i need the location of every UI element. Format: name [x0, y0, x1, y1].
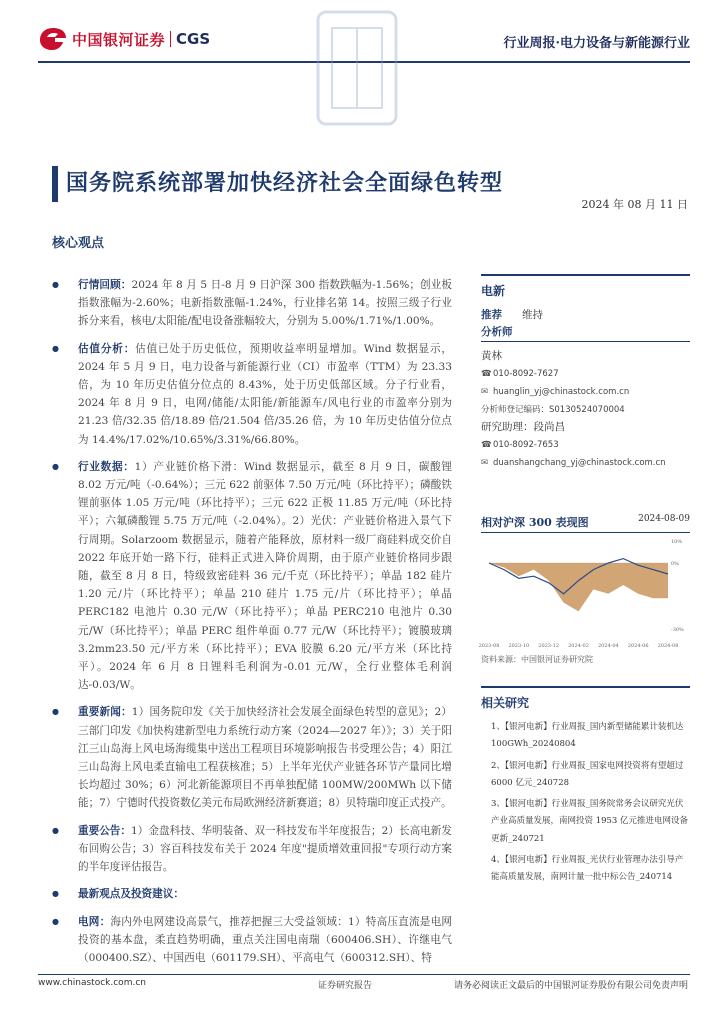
- chart-x-tick: 2024-08: [657, 643, 679, 649]
- bullet-news: ● 重要新闻：1）国务院印发《关于加快经济社会发展全面绿色转型的意见》；2）三部门印发《加快构建新型电力系统行动方案（2024—2027 年）》；3）关于阳江三山岛海上风电场海缆集中送出工程项目环境影响报告书受理公告；4）阳江三山岛海上风电柔直输电工程获核准；5）上半年光伏产业链各环节产量同比增长均超过 30%；6）河北新能源项目不再单独配储 100MW/200MWh 以下储能；7）宁德时代投资数亿美元布局欧洲经济新赛道；8）贝特瑞印度正式投产。: [52, 703, 452, 812]
- cgs-watermark-icon: [312, 8, 402, 128]
- analyst-cert: 分析师登记编码：S0130524070004: [481, 405, 625, 415]
- footer-url[interactable]: www.chinastock.com.cn: [38, 978, 146, 988]
- core-view-heading: 核心观点: [52, 236, 105, 251]
- rating-heading: 电新: [481, 274, 690, 299]
- sidebar: [481, 274, 690, 472]
- brand-en: CGS: [176, 30, 211, 48]
- bullet-latest-view: ● 最新观点及投资建议：: [52, 885, 452, 903]
- related-heading: 相关研究: [481, 686, 690, 711]
- chart-x-tick: 2023-08: [478, 643, 500, 649]
- bullet-valuation: ● 估值分析：估值已处于历史低位，预期收益率明显增加。Wind 数据显示，2024 年 5 月 9 日，电力设备与新能源行业（CI）市盈率（TTM）为 23.33 倍，为 10 年历史估值分位点的 8.43%，处于历史低部区域。分子行业看，2024 年 8 月 9 日，电网/储能/太阳能/新能源车/风电行业的市盈率分别为 21.23 倍/32.35 倍/18.89 倍/21.504 倍/35.26 倍，为 10 年历史估值分位点为 14.4%/17.02%/10.65%/3.31%/66.80%。: [52, 340, 452, 449]
- bullet-market-review: ● 行情回顾：2024 年 8 月 5 日-8 月 9 日沪深 300 指数跌幅为-1.56%；创业板指数涨幅为-2.60%；电新指数涨幅-1.24%，行业排名第 14。按照三级子行业拆分来看，核电/太阳能/配电设备涨幅较大，分别为 5.00%/1.71%/1.00%。: [52, 276, 452, 331]
- page-title: 国务院系统部署加快经济社会全面绿色转型: [66, 170, 504, 196]
- logo-divider: [170, 31, 171, 47]
- email-icon: ✉: [481, 458, 489, 468]
- chart-x-tick: 2024-06: [627, 643, 649, 649]
- chart-y-tick: 10%: [671, 539, 683, 545]
- chart-date: 2024-08-09: [638, 514, 690, 524]
- phone-icon: ☎: [481, 440, 492, 450]
- chart-x-tick: 2024-04: [597, 643, 619, 649]
- chart-x-tick: 2024-02: [568, 643, 589, 649]
- report-date: 2024 年 08 月 11 日: [581, 198, 688, 211]
- assistant-phone-row: ☎010-8092-7653: [481, 436, 690, 454]
- rating-row: [481, 307, 690, 324]
- chart-source: 资料来源：中国银河证券研究院: [481, 655, 593, 664]
- analyst-email-row[interactable]: ✉ huanglin_yj@chinastock.com.cn: [481, 383, 690, 401]
- chart-y-tick: 0%: [671, 561, 679, 567]
- header-logo: [38, 26, 210, 52]
- related-item[interactable]: 1、【银河电新】行业周报_国内新型储能累计装机达 100GWh_20240804: [491, 722, 684, 750]
- bullet-announcements: ● 重要公告：1）金盘科技、华明装备、双一科技发布半年度报告；2）长高电新发布回购公告；3）容百科技发布关于 2024 年度"提质增效重回报"专项行动方案的半年度评估报告。: [52, 822, 452, 877]
- email-icon: ✉: [481, 387, 489, 397]
- title-accent-bar: [52, 166, 58, 202]
- chart-title: 相对沪深 300 表现图: [481, 516, 589, 529]
- assistant-email-row[interactable]: ✉ duanshangchang_yj@chinastock.com.cn: [481, 454, 690, 472]
- recommend-label: 推荐: [481, 309, 502, 321]
- footer-center: 证券研究报告: [318, 981, 373, 991]
- analyst-heading: 分析师: [481, 326, 513, 338]
- chart-x-tick: 2023-10: [508, 643, 530, 649]
- analyst-name: 黄林: [481, 350, 502, 362]
- report-type: 行业周报·电力设备与新能源行业: [503, 36, 690, 51]
- chart-y-tick: -30%: [671, 627, 684, 633]
- related-item[interactable]: 3、【银河电新】行业周报_国务院常务会议研究光伏产业高质量发展，南网投资 1953 亿元推进电网设备更新_240721: [491, 799, 689, 844]
- relative-performance-chart: [478, 514, 690, 669]
- footer-disclaimer: 请务必阅读正文最后的中国银河证券股份有限公司免责声明: [453, 981, 688, 991]
- related-item[interactable]: 4、【银河电新】行业周报_光伏行业管理办法引导产能高质量发展，南网计量一批中标公告_240714: [491, 855, 684, 883]
- cgs-logo-icon: [38, 26, 68, 52]
- related-research: [481, 686, 690, 891]
- chart-series-area: [489, 563, 668, 611]
- bullet-grid: ● 电网：海内外电网建设高景气，推荐把握三大受益领域：1）特高压直流是电网投资的基本盘，柔直趋势明确，重点关注国电南瑞（600406.SH）、许继电气（000400.SZ）、中国西电（601179.SH）、平高电气（600312.SH）、特: [52, 913, 452, 968]
- analyst-phone-row: ☎010-8092-7627: [481, 365, 690, 383]
- brand-name: 中国银河证券: [72, 30, 166, 49]
- chart-x-tick: 2023-12: [538, 643, 560, 649]
- recommend-value: 维持: [522, 309, 544, 321]
- bullet-industry-data: ● 行业数据：1）产业链价格下滑：Wind 数据显示，截至 8 月 9 日，碳酸锂 8.02 万元/吨（-0.64%）；三元 622 前驱体 7.50 万元/吨（环比持平）；磷酸铁锂前驱体 1.05 万元/吨（环比持平）；三元 622 正极 11.85 万元/吨（环比持平）；六氟磷酸锂 5.75 万元/吨（-2.04%）。2）光伏：产业链价格进入景气下行周期。Solarzoom 数据显示，随着产能释放，原材料一级厂商硅料成交价自 2022 年底开始一路下行，硅料正式进入降价周期，由于原产业链价格同步跟随，截至 8 月 8 日，特级致密硅料 36 元/千克（环比持平）；单晶 182 硅片 1.20 元/片（环比持平）；单晶 210 硅片 1.75 元/片（环比持平）；单晶 PERC182 电池片 0.30 元/W（环比持平）；单晶 PERC210 电池片 0.30 元/W（环比持平）；单晶 PERC 组件单面 0.77 元/W（环比持平）；镀膜玻璃 3.2mm23.50 元/平方米（环比持平）；EVA 胶膜 6.20 元/平方米（环比持平）。2024 年 6 月 8 日锂料毛利润为-0.01 元/W，全行业整体毛利润达-0.03/W。: [52, 458, 452, 695]
- phone-icon: ☎: [481, 369, 492, 379]
- footer-divider: [38, 974, 690, 975]
- related-item[interactable]: 2、【银河电新】行业周报_国家电网投资将有望超过 6000 亿元_240728: [491, 760, 684, 788]
- main-content: [52, 276, 452, 976]
- assistant-name: 研究助理：段尚昌: [481, 421, 565, 433]
- chart-canvas: [478, 533, 690, 651]
